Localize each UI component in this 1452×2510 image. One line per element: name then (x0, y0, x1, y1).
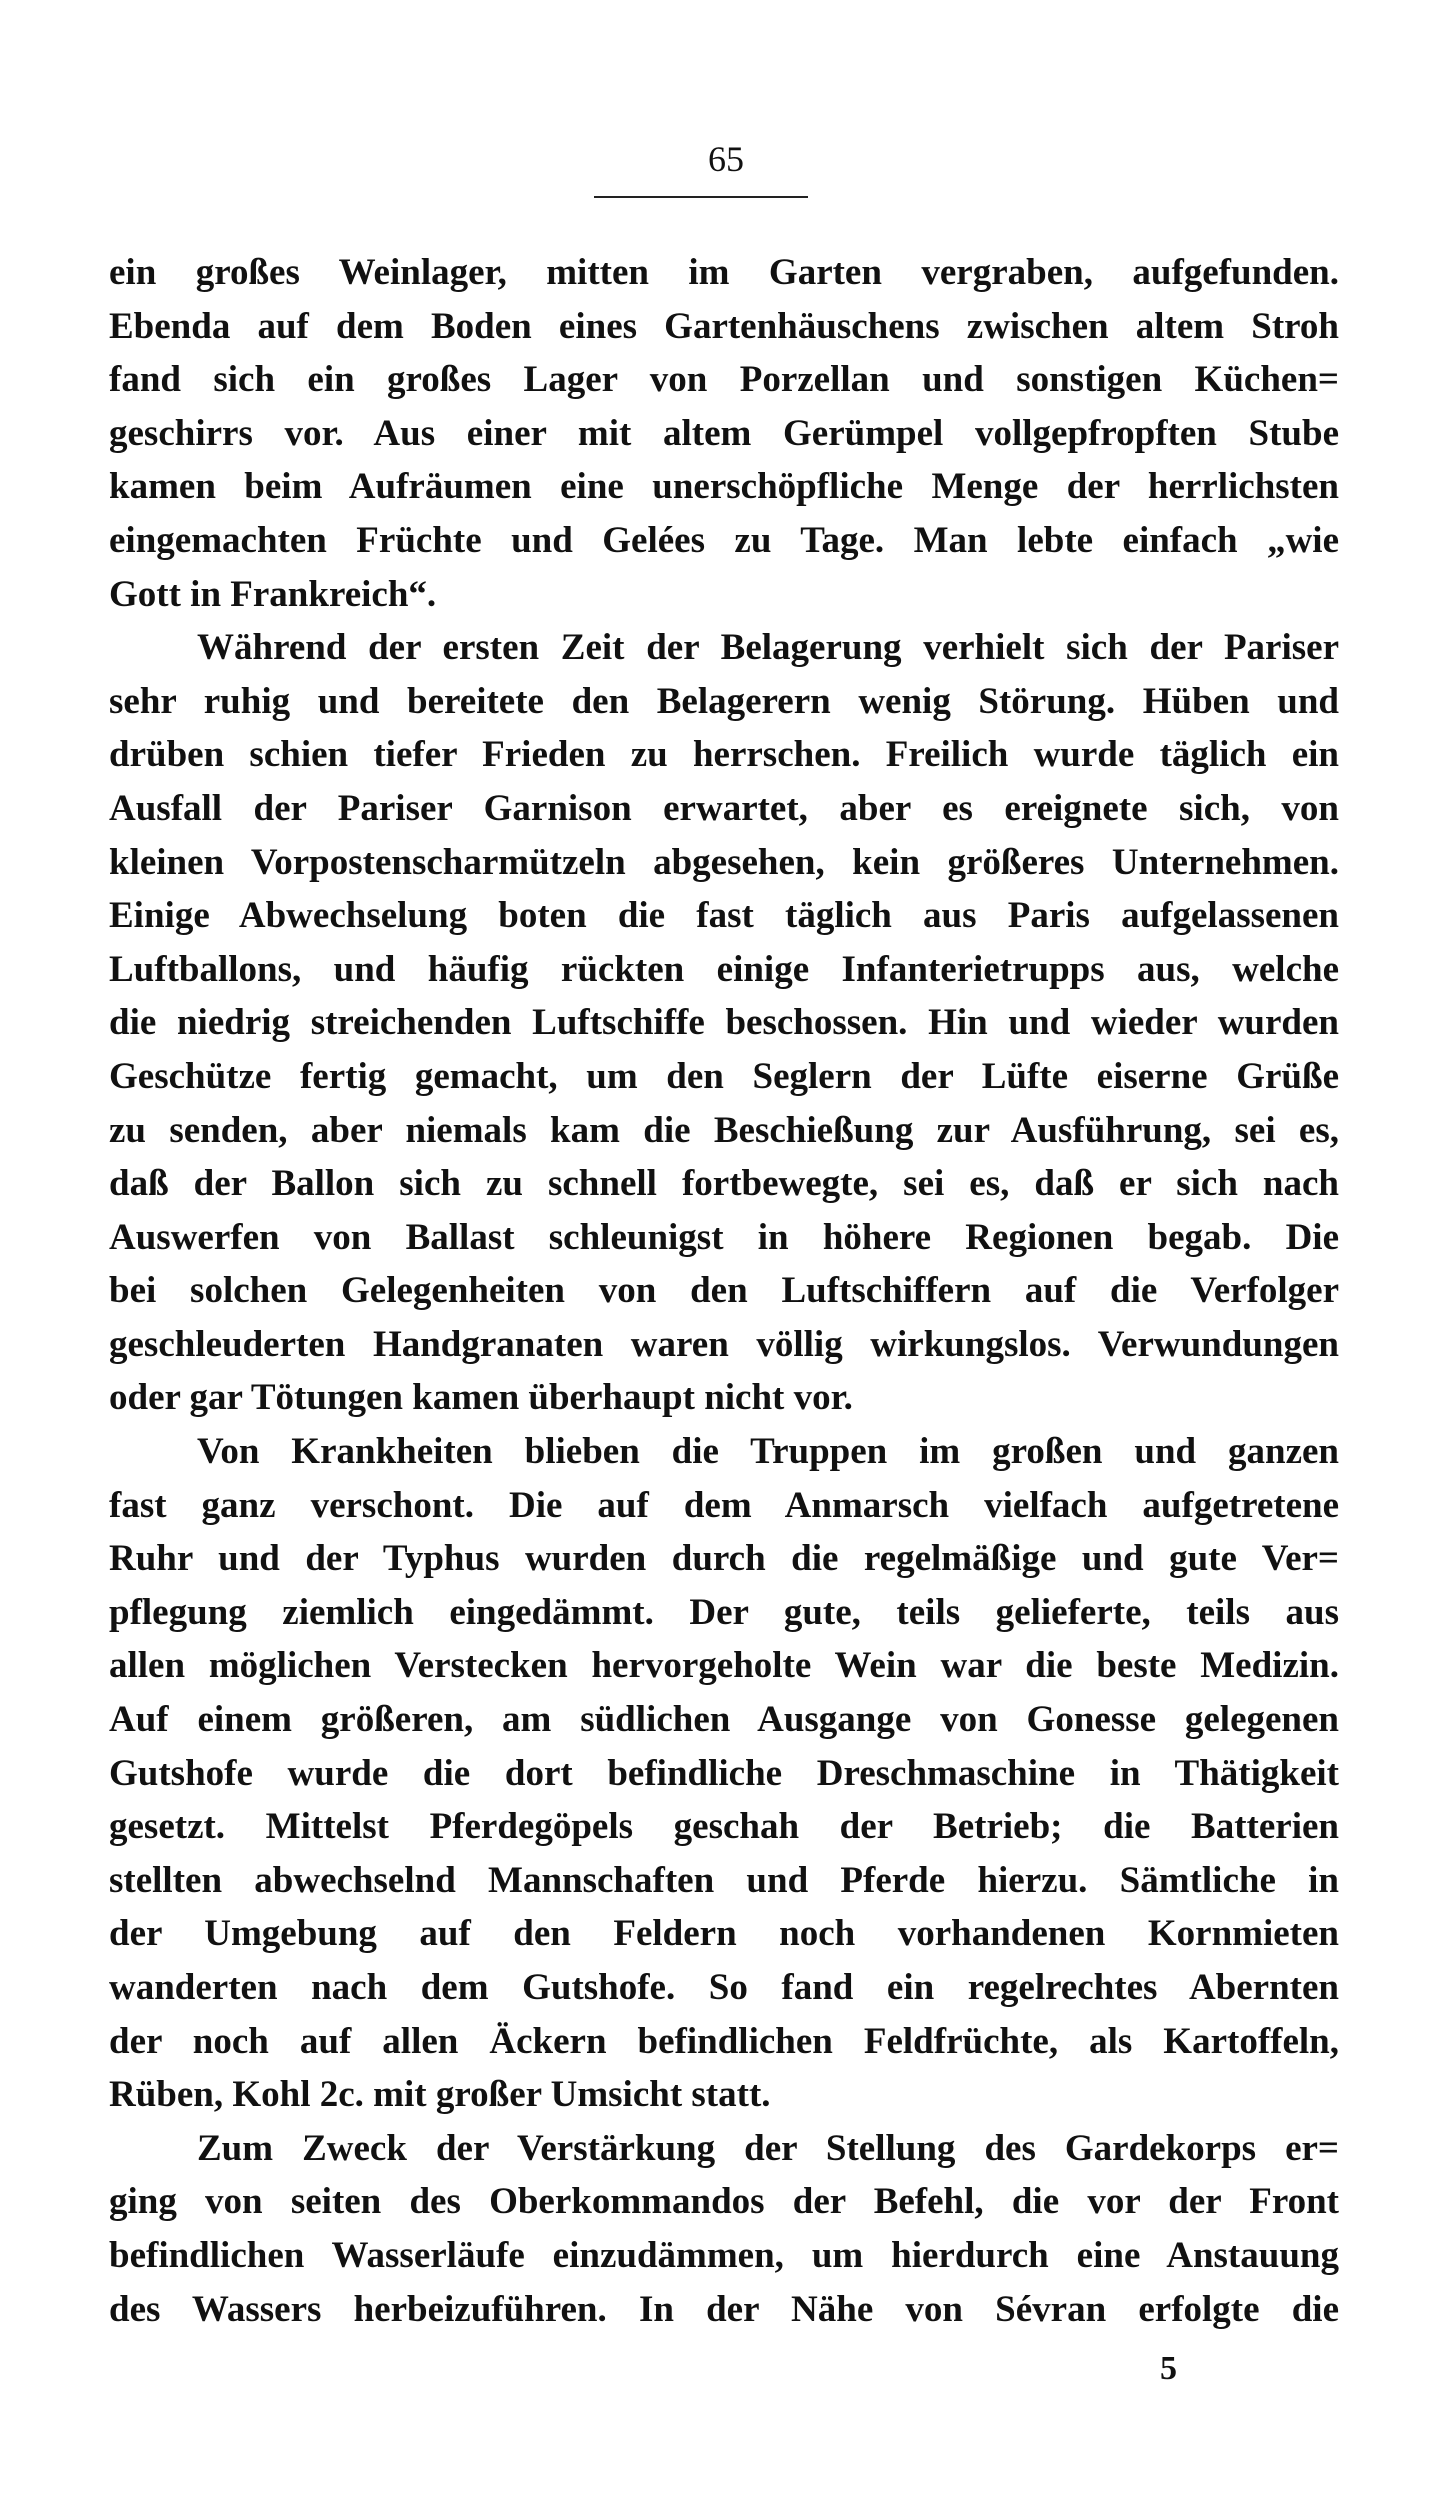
body-text (109, 246, 1339, 2336)
text-line: Auf einem größeren, am südlichen Ausgange von Gonesse gelegenen (109, 1699, 1339, 1741)
text-line: kleinen Vorpostenscharmützeln abgesehen, kein größeres Unternehmen. (109, 841, 1339, 883)
text-line: Auswerfen von Ballast schleunigst in höhere Regionen begab. Die (109, 1216, 1339, 1258)
text-line: Zum Zweck der Verstärkung der Stellung des Gardekorps er= (197, 2127, 1339, 2169)
text-line: die niedrig streichenden Luftschiffe beschossen. Hin und wieder wurden (109, 1002, 1339, 1044)
text-line: ging von seiten des Oberkommandos der Befehl, die vor der Front (109, 2181, 1339, 2223)
text-line: ein großes Weinlager, mitten im Garten vergraben, aufgefunden. (109, 252, 1339, 293)
text-line: zu senden, aber niemals kam die Beschießung zur Ausführung, sei es, (109, 1109, 1339, 1151)
text-line: befindlichen Wasserläufe einzudämmen, um hierdurch eine Anstauung (109, 2234, 1339, 2276)
text-line: stellten abwechselnd Mannschaften und Pferde hierzu. Sämtliche in (109, 1859, 1339, 1901)
text-line: Luftballons, und häufig rückten einige Infanterietrupps aus, welche (109, 948, 1339, 990)
text-line: oder gar Tötungen kamen überhaupt nicht vor. (109, 1377, 853, 1419)
text-line: pflegung ziemlich eingedämmt. Der gute, teils gelieferte, teils aus (109, 1591, 1339, 1633)
text-line: bei solchen Gelegenheiten von den Luftschiffern auf die Verfolger (109, 1270, 1339, 1312)
text-line: sehr ruhig und bereitete den Belagerern wenig Störung. Hüben und (109, 680, 1339, 722)
text-line: der noch auf allen Äckern befindlichen Feldfrüchte, als Kartoffeln, (109, 2020, 1339, 2062)
text-line: Rüben, Kohl 2c. mit großer Umsicht statt. (109, 2074, 771, 2116)
text-line: daß der Ballon sich zu schnell fortbewegte, sei es, daß er sich nach (109, 1163, 1339, 1205)
text-line: wanderten nach dem Gutshofe. So fand ein regelrechtes Abernten (109, 1967, 1339, 2008)
text-line: Ruhr und der Typhus wurden durch die regelmäßige und gute Ver= (109, 1538, 1339, 1580)
text-line: des Wassers herbeizuführen. In der Nähe von Sévran erfolgte die (109, 2288, 1339, 2330)
text-line: fast ganz verschont. Die auf dem Anmarsch vielfach aufgetretene (109, 1484, 1339, 1526)
text-line: geschirrs vor. Aus einer mit altem Gerümpel vollgepfropften Stube (109, 412, 1339, 454)
text-line: eingemachten Früchte und Gelées zu Tage. Man lebte einfach „wie (109, 519, 1339, 561)
text-line: allen möglichen Verstecken hervorgeholte Wein war die beste Medizin. (109, 1645, 1339, 1687)
text-line: Einige Abwechselung boten die fast täglich aus Paris aufgelassenen (109, 895, 1339, 937)
text-line: drüben schien tiefer Frieden zu herrschen. Freilich wurde täglich ein (109, 734, 1339, 776)
text-line: Geschütze fertig gemacht, um den Seglern der Lüfte eiserne Grüße (109, 1055, 1339, 1097)
text-line: Ebenda auf dem Boden eines Gartenhäuschens zwischen altem Stroh (109, 305, 1339, 347)
text-line: Gott in Frankreich“. (109, 573, 437, 615)
text-line: gesetzt. Mittelst Pferdegöpels geschah der Betrieb; die Batterien (109, 1806, 1339, 1848)
signature-mark: 5 (1160, 2350, 1177, 2387)
text-line: Ausfall der Pariser Garnison erwartet, aber es ereignete sich, von (109, 787, 1339, 829)
text-line: der Umgebung auf den Feldern noch vorhandenen Kornmieten (109, 1913, 1339, 1955)
text-line: geschleuderten Handgranaten waren völlig wirkungslos. Verwundungen (109, 1323, 1339, 1365)
text-line: fand sich ein großes Lager von Porzellan und sonstigen Küchen= (109, 359, 1339, 401)
text-line: Von Krankheiten blieben die Truppen im großen und ganzen (197, 1431, 1339, 1473)
text-line: Während der ersten Zeit der Belagerung verhielt sich der Pariser (197, 627, 1339, 669)
text-line: Gutshofe wurde die dort befindliche Dreschmaschine in Thätigkeit (109, 1752, 1339, 1794)
page-number: 65 (708, 139, 744, 179)
text-line: kamen beim Aufräumen eine unerschöpfliche Menge der herrlichsten (109, 466, 1339, 508)
header-rule (594, 196, 808, 198)
